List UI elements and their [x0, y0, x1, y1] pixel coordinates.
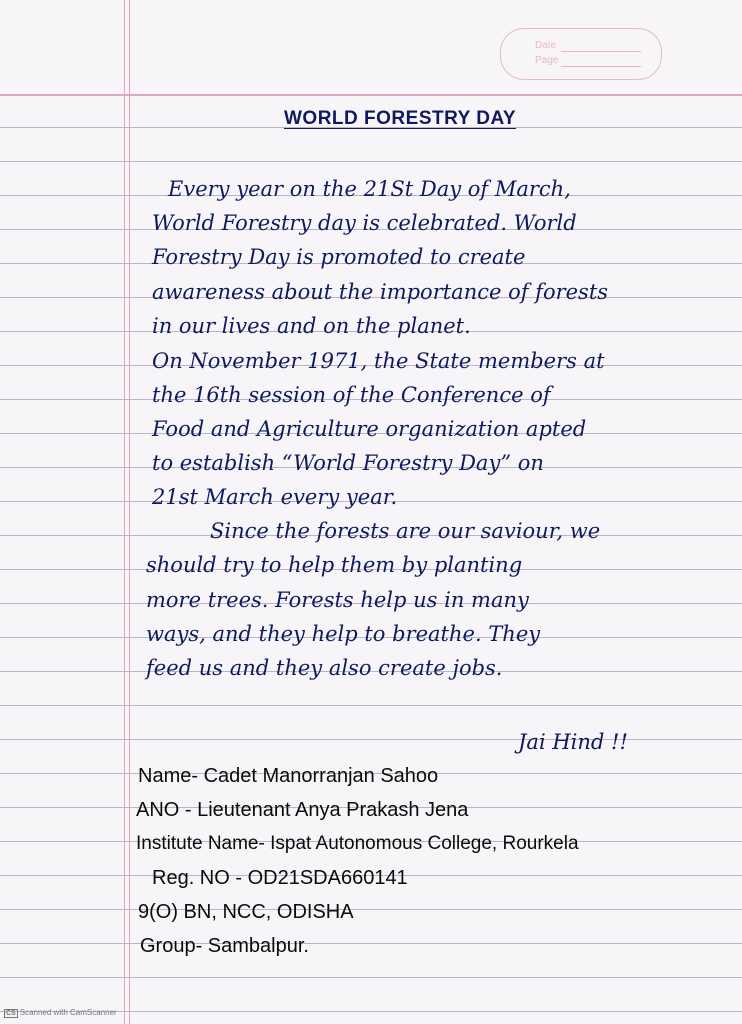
battalion: 9(O) BN, NCC, ODISHA: [138, 901, 354, 923]
body-line: On November 1971, the State members at: [152, 349, 605, 373]
body-line: Since the forests are our saviour, we: [210, 519, 601, 543]
body-line: Food and Agriculture organization apted: [152, 417, 587, 441]
page-line: [561, 66, 641, 67]
body-line: in our lives and on the planet.: [152, 314, 471, 338]
body-line: 21st March every year.: [152, 485, 398, 509]
date-page-stamp: [500, 28, 662, 80]
ano-name: ANO - Lieutenant Anya Prakash Jena: [136, 799, 469, 821]
body-line: to establish “World Forestry Day” on: [152, 451, 544, 475]
page-label: Page: [535, 55, 559, 66]
body-line: should try to help them by planting: [146, 553, 523, 577]
page-title: WORLD FORESTRY DAY: [284, 108, 517, 129]
body-line: feed us and they also create jobs.: [146, 656, 503, 680]
margin-line: [124, 0, 125, 1024]
sign-off: Jai Hind !!: [518, 730, 628, 754]
body-line: ways, and they help to breathe. They: [146, 622, 541, 646]
body-line: awareness about the importance of forests: [152, 280, 609, 304]
cs-logo-icon: CS: [6, 1010, 16, 1017]
scanner-text: Scanned with CamScanner: [19, 1008, 117, 1017]
body-line: more trees. Forests help us in many: [146, 588, 529, 612]
date-line: [561, 51, 641, 52]
body-line: Forestry Day is promoted to create: [152, 245, 526, 269]
group-name: Group- Sambalpur.: [140, 935, 309, 957]
institute-name: Institute Name- Ispat Autonomous College, Rourkela: [136, 833, 579, 854]
body-line: the 16th session of the Conference of: [152, 383, 551, 407]
date-label: Date: [535, 40, 557, 51]
scanner-watermark: [4, 1008, 117, 1017]
top-rule-line: [0, 94, 742, 96]
body-line: World Forestry day is celebrated. World: [152, 211, 577, 235]
cadet-name: Name- Cadet Manorranjan Sahoo: [138, 765, 439, 787]
margin-line: [129, 0, 130, 1024]
registration-number: Reg. NO - OD21SDA660141: [152, 867, 408, 889]
body-line: Every year on the 21St Day of March,: [168, 177, 571, 201]
